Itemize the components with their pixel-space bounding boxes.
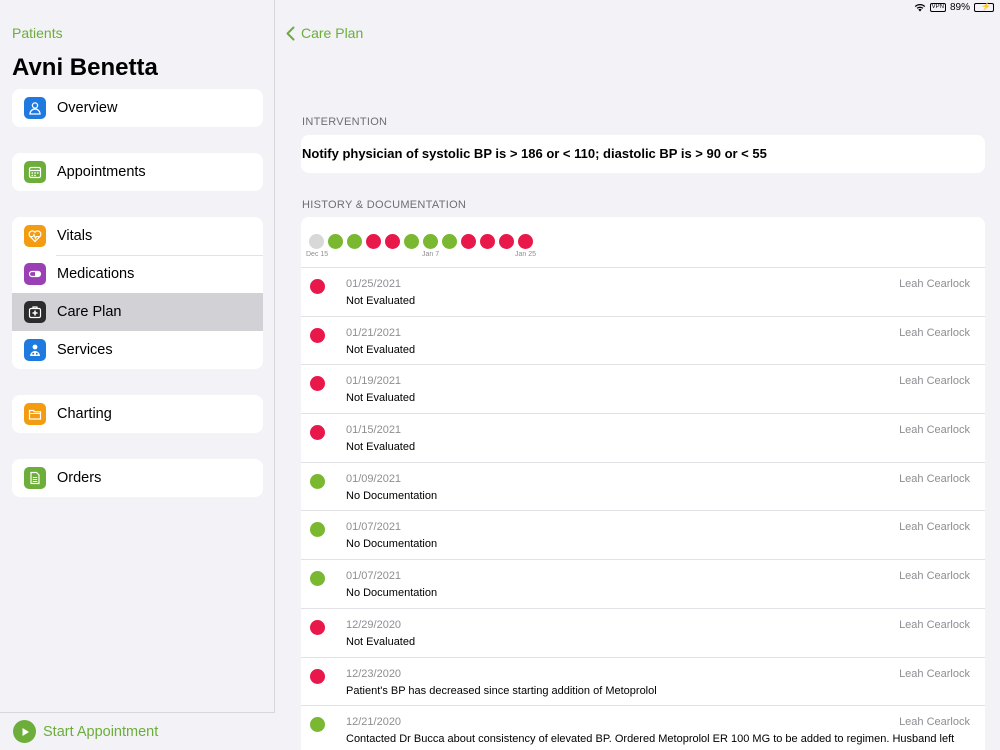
sidebar [0,0,275,750]
sidebar-item-care-plan[interactable] [12,293,263,331]
history-timeline [301,217,985,268]
entry-note: No Documentation [346,538,438,551]
entry-note: Not Evaluated [346,295,416,307]
timeline-dot[interactable] [366,234,381,249]
status-dot [310,328,325,343]
timeline-dot[interactable] [328,234,343,249]
entry-author: Leah Cearlock [899,326,970,339]
entry-note: Not Evaluated [346,343,416,356]
history-entry[interactable] [301,706,985,750]
entry-author: Leah Cearlock [899,375,970,388]
sidebar-item-label: Vitals [57,228,93,244]
entry-note: Patient's BP has decreased since starting addition of Metoprolol [346,684,657,697]
entry-date: 01/07/2021 [346,521,402,534]
history-list [301,268,985,750]
sidebar-item-label: Overview [57,100,118,116]
timeline-tick-label: Dec 15 [306,251,329,258]
sidebar-group-charting [12,395,263,433]
status-dot [310,669,325,684]
history-entry[interactable] [301,609,985,658]
timeline-dot[interactable] [423,234,438,249]
patients-back-link[interactable]: Patients [12,25,63,41]
person-icon [24,97,46,119]
entry-note: Contacted Dr Bucca about consistency of elevated BP. Ordered Metoprolol ER 100 MG to be added to regimen. Husband left [346,733,955,746]
timeline-dot[interactable] [461,234,476,249]
entry-date: 12/29/2020 [346,618,402,631]
entry-note: No Documentation [346,587,438,600]
status-dot [310,571,325,586]
entry-date: 01/21/2021 [346,326,402,339]
document-icon [24,467,46,489]
sidebar-item-charting[interactable] [12,395,263,433]
history-entry[interactable] [301,658,985,707]
heart-icon [24,225,46,247]
status-dot [310,717,325,732]
history-entry[interactable] [301,511,985,560]
timeline-dot[interactable] [385,234,400,249]
sidebar-item-overview[interactable] [12,89,263,127]
pill-icon [24,263,46,285]
entry-note: Not Evaluated [346,441,416,454]
entry-date: 12/23/2020 [346,667,402,680]
history-entry[interactable] [301,365,985,414]
battery-icon: ⚡ [974,3,994,12]
timeline-dot[interactable] [518,234,533,249]
sidebar-item-appointments[interactable] [12,153,263,191]
entry-note: Not Evaluated [346,392,416,405]
entry-date: 01/15/2021 [346,424,402,437]
timeline-dot[interactable] [480,234,495,249]
sidebar-item-vitals[interactable] [12,217,263,255]
sidebar-item-label: Care Plan [57,304,122,320]
timeline-dot[interactable] [404,234,419,249]
timeline-dot[interactable] [499,234,514,249]
sidebar-item-label: Charting [57,406,112,422]
intervention-text: Notify physician of systolic BP is > 186 or < 110; diastolic BP is > 90 or < 55 [302,146,767,161]
history-entry[interactable] [301,560,985,609]
entry-author: Leah Cearlock [899,472,970,485]
intervention-card [301,135,985,173]
status-dot [310,522,325,537]
status-dot [310,425,325,440]
folder-icon [24,403,46,425]
entry-note: Not Evaluated [346,635,416,648]
chevron-left-icon [286,26,295,41]
status-dot [310,376,325,391]
start-appointment-label: Start Appointment [43,723,159,740]
services-icon [24,339,46,361]
care-plan-back-link[interactable] [286,25,363,41]
intervention-header: INTERVENTION [302,116,388,128]
calendar-icon [24,161,46,183]
history-entry[interactable] [301,463,985,512]
sidebar-item-label: Services [57,342,113,358]
entry-author: Leah Cearlock [899,667,970,680]
entry-author: Leah Cearlock [899,570,970,583]
sidebar-group-orders [12,459,263,497]
history-card [301,217,985,750]
sidebar-group-clinical [12,217,263,369]
sidebar-item-medications[interactable] [12,255,263,293]
sidebar-group-overview [12,89,263,127]
entry-author: Leah Cearlock [899,716,970,729]
entry-author: Leah Cearlock [899,424,970,437]
entry-date: 01/07/2021 [346,570,402,583]
main-content [276,0,1000,750]
entry-date: 01/25/2021 [346,278,402,290]
timeline-dot[interactable] [347,234,362,249]
status-dot [310,279,325,294]
sidebar-item-label: Appointments [57,164,146,180]
vpn-badge: VPN [931,4,944,10]
medkit-icon [24,301,46,323]
history-header: HISTORY & DOCUMENTATION [302,199,467,211]
entry-date: 12/21/2020 [346,716,402,729]
status-dot [310,620,325,635]
entry-author: Leah Cearlock [899,278,970,290]
history-entry[interactable] [301,414,985,463]
sidebar-item-orders[interactable] [12,459,263,497]
status-dot [310,474,325,489]
timeline-dot[interactable] [442,234,457,249]
sidebar-item-label: Medications [57,266,135,282]
entry-note: No Documentation [346,489,438,502]
sidebar-group-appointments [12,153,263,191]
history-entry[interactable] [301,317,985,366]
history-entry[interactable] [301,268,985,317]
sidebar-item-services[interactable] [12,331,263,369]
entry-date: 01/09/2021 [346,472,402,485]
timeline-tick-label: Jan 25 [515,251,537,258]
sidebar-item-label: Orders [57,470,102,486]
timeline-dot[interactable] [309,234,324,249]
timeline-tick-label: Jan 7 [422,251,440,258]
start-appointment-button[interactable] [0,712,275,750]
care-plan-back-label: Care Plan [301,25,364,41]
entry-author: Leah Cearlock [899,618,970,631]
entry-date: 01/19/2021 [346,375,402,388]
play-icon [13,720,36,743]
entry-author: Leah Cearlock [899,521,970,534]
patient-name: Avni Benetta [12,54,158,81]
battery-percent: 89% [949,2,970,13]
